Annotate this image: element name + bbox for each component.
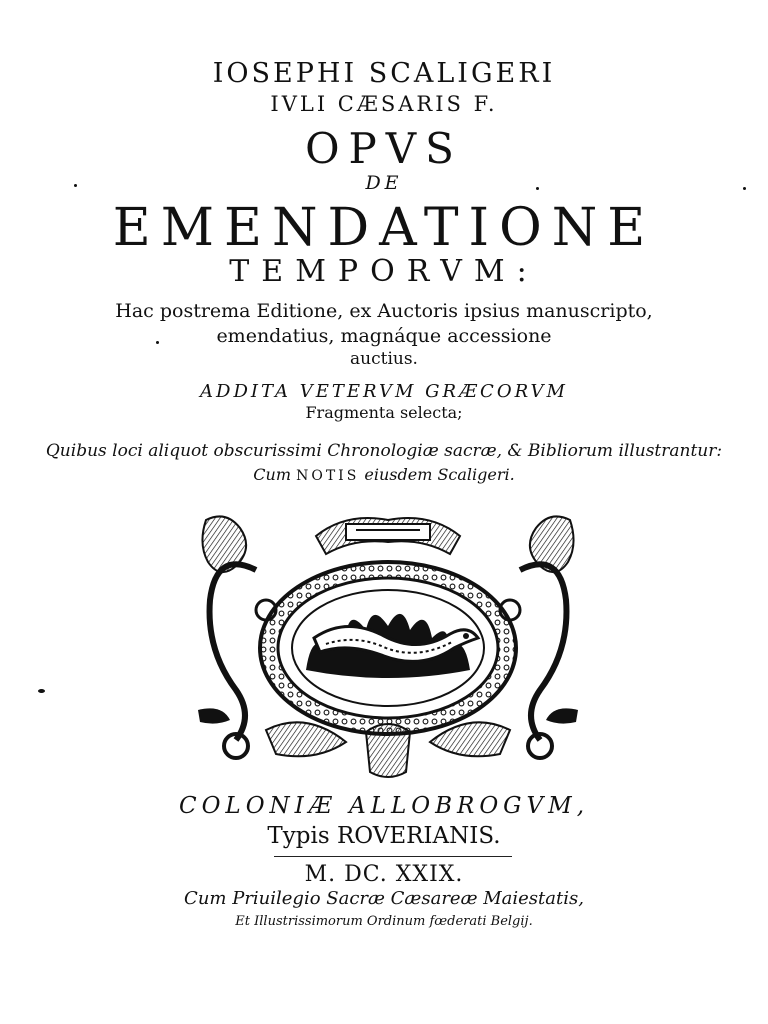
ink-speck <box>74 184 77 187</box>
title-main: EMENDATIONE <box>112 198 656 258</box>
ordinum-line: Et Illustrissimorum Ordinum fœderati Belgij. <box>235 914 533 929</box>
ink-speck <box>38 689 45 693</box>
ink-speck <box>536 187 539 190</box>
privilege-line: Cum Priuilegio Sacræ Cæsareæ Maiestatis, <box>184 888 584 909</box>
work-label: OPVS <box>305 124 463 173</box>
author-name: IOSEPHI SCALIGERI <box>212 58 556 89</box>
addita-line: ADDITA VETERVM GRÆCORVM <box>200 381 568 402</box>
fragmenta-line: Fragmenta selecta; <box>305 403 463 422</box>
imprint-printer-line <box>0 823 768 849</box>
notis-word: NOTIS <box>296 468 360 484</box>
cum-word: Cum <box>253 465 291 484</box>
ink-speck <box>156 341 159 344</box>
author-filiation: IVLI CÆSARIS F. <box>270 92 498 116</box>
imprint-place: COLONIÆ ALLOBROGVM, <box>178 793 590 819</box>
eiusdem-words: eiusdem Scaligeri. <box>364 465 515 484</box>
imprint-year: M. DC. XXIX. <box>304 862 464 887</box>
edition-line-1: Hac postrema Editione, ex Auctoris ipsius manuscripto, <box>115 300 653 322</box>
edition-line-3: auctius. <box>350 349 418 369</box>
quibus-line: Quibus loci aliquot obscurissimi Chronologiæ sacræ, & Bibliorum illustrantur: <box>45 441 723 461</box>
notis-line <box>0 465 768 484</box>
title-second: TEMPORVM: <box>229 254 539 289</box>
title-preposition: DE <box>365 172 403 194</box>
imprint-rule <box>274 856 512 857</box>
typis-word: Typis <box>267 823 330 849</box>
salamander-in-flames-icon <box>196 510 580 782</box>
ink-speck <box>743 187 746 190</box>
printer-name: ROVERIANIS. <box>336 823 501 849</box>
edition-line-2: emendatius, magnáque accessione <box>216 325 552 347</box>
